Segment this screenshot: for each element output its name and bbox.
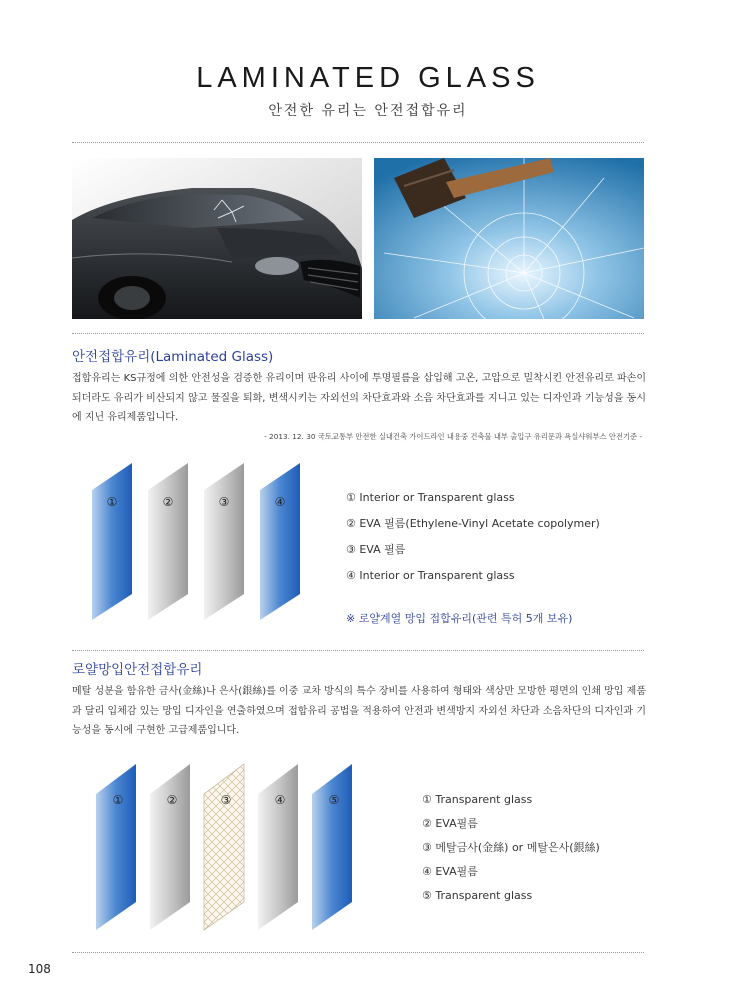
glass-pane-5 (312, 764, 352, 930)
legend-item: ④ EVA필름 (422, 865, 478, 878)
legend-item: ② EVA 필름(Ethylene-Vinyl Acetate copolymer) (346, 517, 600, 530)
legend-item: ① Interior or Transparent glass (346, 491, 515, 504)
glass-pane-4 (260, 463, 300, 620)
legend-item: ② EVA필름 (422, 817, 478, 830)
divider (72, 650, 644, 651)
car-photo (72, 158, 362, 319)
layer-label-4: ④ (274, 793, 286, 807)
section-paragraph: 메탈 성분을 함유한 금사(金絲)나 은사(銀絲)를 이중 교차 방식의 특수 장비를 사용하여 형태와 색상만 모방한 평면의 인쇄 망입 제품과 달리 입체감 있는 망입 디자인을 연출하였으며 접합유리 공법을 적용하여 안전과 변색방지 자외선 차단과 소음차단의 디자인과 기능성을 동시에 구현한 고급제품입니다. (72, 686, 646, 736)
glass-pane-1 (96, 764, 136, 930)
eva-film-4 (258, 764, 298, 930)
layer-label-1: ① (106, 495, 118, 509)
layer-label-5: ⑤ (328, 793, 340, 807)
layer-label-1: ① (112, 793, 124, 807)
eva-film-3 (204, 463, 244, 620)
layer-label-2: ② (166, 793, 178, 807)
mesh-laminated-layers-diagram (92, 762, 372, 932)
page-subtitle: 안전한 유리는 안전접합유리 (268, 103, 468, 119)
legend-item: ① Transparent glass (422, 793, 533, 806)
legend-item: ③ EVA 필름 (346, 543, 406, 556)
page-number: 108 (28, 962, 51, 976)
page-title: LAMINATED GLASS (196, 62, 540, 94)
section-paragraph: 접합유리는 KS규정에 의한 안전성을 검증한 유리이며 판유리 사이에 투명필름을 삽입해 고온, 고압으로 밀착시킨 안전유리로 파손이 되더라도 유리가 비산되지 않고 물질을 퇴화, 변색시키는 자외선의 차단효과와 소음 차단효과를 지니고 있는 디자인과 기능성을 동시에 지닌 유리제품입니다. (72, 373, 646, 423)
layer-label-3: ③ (218, 495, 230, 509)
hammer-photo (374, 158, 644, 319)
layer-label-2: ② (162, 495, 174, 509)
divider (72, 142, 644, 143)
divider (72, 333, 644, 334)
section-title-royal-mesh: 로얄망입안전접합유리 (72, 662, 203, 678)
eva-film-2 (150, 764, 190, 930)
layer-label-3: ③ (220, 793, 232, 807)
patent-note: ※ 로얄계열 망입 접합유리(관련 특허 5개 보유) (346, 612, 573, 625)
glass-pane-1 (92, 463, 132, 620)
layer-legend (422, 791, 600, 911)
metal-mesh-3 (204, 764, 244, 930)
eva-film-2 (148, 463, 188, 620)
layer-label-4: ④ (274, 495, 286, 509)
legend-item: ⑤ Transparent glass (422, 889, 533, 902)
divider (72, 952, 644, 953)
source-note: - 2013. 12. 30 국토교통부 안전한 실내건축 가이드라인 내용중 건축물 내부 출입구 유리문과 욕실샤워부스 안전기준 - (264, 432, 642, 441)
legend-item: ④ Interior or Transparent glass (346, 569, 515, 582)
section-title-laminated: 안전접합유리(Laminated Glass) (72, 349, 274, 365)
layer-legend (346, 489, 600, 593)
laminated-layers-diagram (88, 462, 318, 620)
legend-item: ③ 메탈금사(金絲) or 메탈은사(銀絲) (422, 841, 600, 854)
